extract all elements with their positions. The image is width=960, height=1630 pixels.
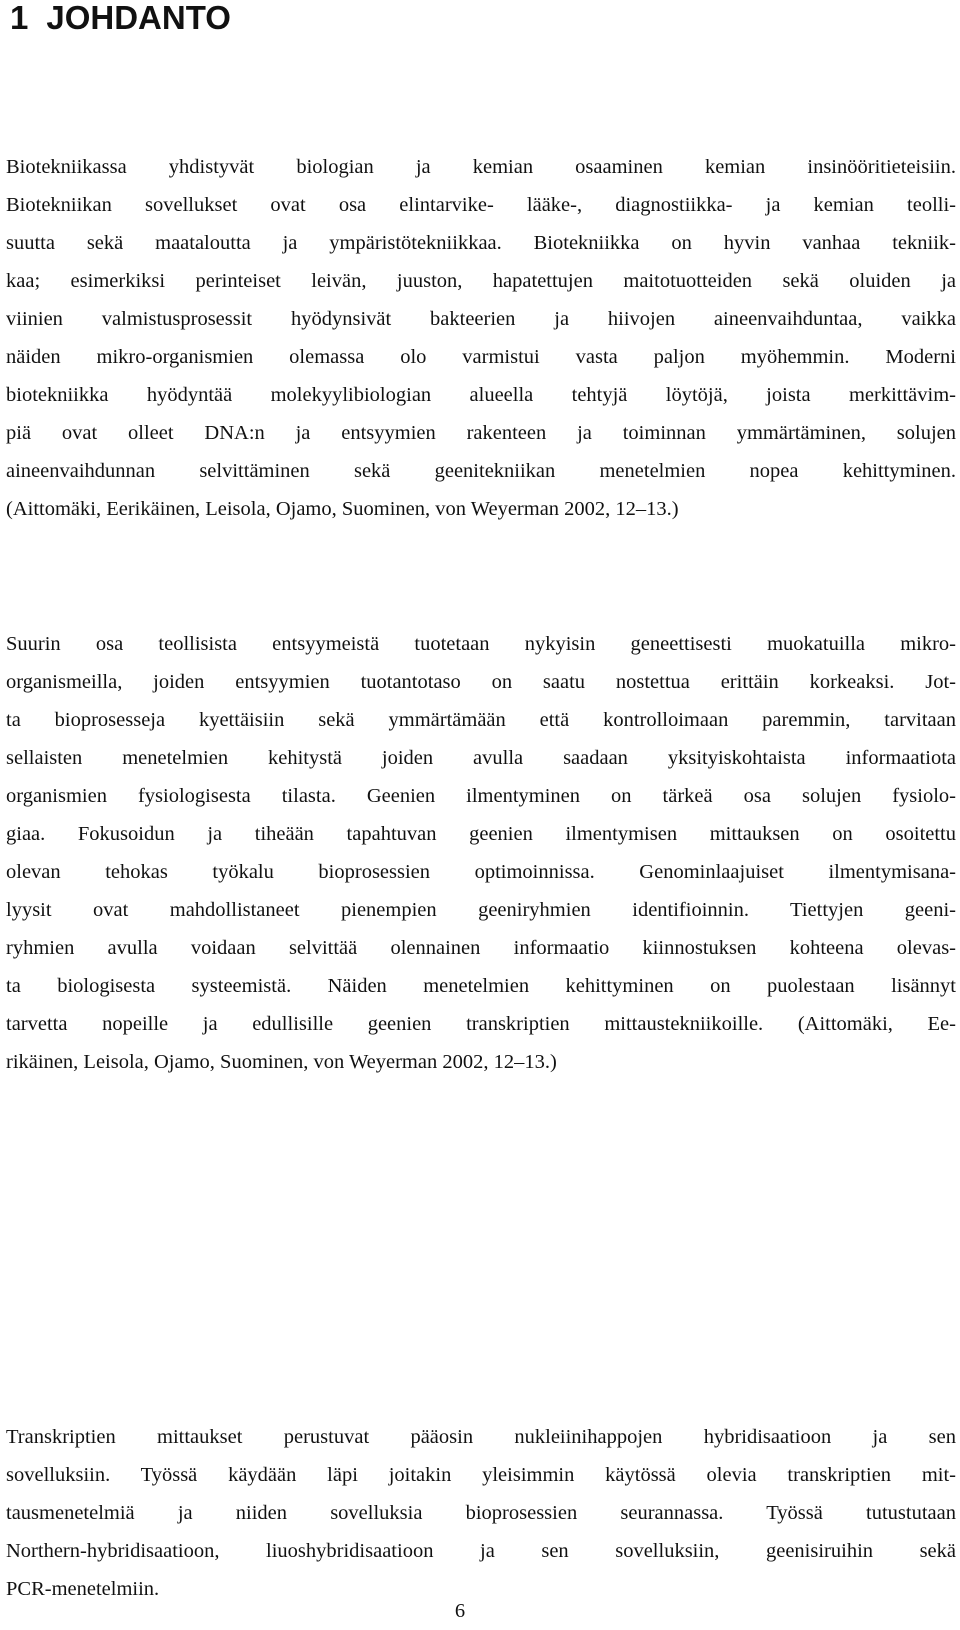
paragraph-line: giaa. Fokusoidun ja tiheään tapahtuvan geenien ilmentymisen mittauksen on osoitettu	[6, 823, 956, 845]
paragraph-line: Suurin osa teollisista entsyymeistä tuotetaan nykyisin geneettisesti muokatuilla mikro-	[6, 633, 956, 655]
paragraph-line: näiden mikro-organismien olemassa olo varmistui vasta paljon myöhemmin. Moderni	[6, 346, 956, 368]
paragraph-intro	[6, 148, 956, 528]
paragraph-line: tarvetta nopeille ja edullisille geenien transkriptien mittaustekniikoille. (Aittomäki, Ee-	[6, 1013, 956, 1035]
paragraph-line: biotekniikka hyödyntää molekyylibiologian alueella tehtyjä löytöjä, joista merkittävim-	[6, 384, 956, 406]
paragraph-scope	[6, 1418, 956, 1608]
page-number: 6	[454, 1600, 466, 1622]
paragraph-line: Northern-hybridisaatioon, liuoshybridisaatioon ja sen sovelluksiin, geenisiruihin sekä	[6, 1540, 956, 1562]
chapter-number: 1	[10, 0, 29, 36]
paragraph-line: organismien fysiologisesta tilasta. Geenien ilmentyminen on tärkeä osa solujen fysiolo-	[6, 785, 956, 807]
paragraph-line: sellaisten menetelmien kehitystä joiden avulla saadaan yksityiskohtaista informaatiota	[6, 747, 956, 769]
paragraph-line: suutta sekä maataloutta ja ympäristötekniikkaa. Biotekniikka on hyvin vanhaa tekniik-	[6, 232, 956, 254]
paragraph-line: tausmenetelmiä ja niiden sovelluksia bioprosessien seurannassa. Työssä tutustutaan	[6, 1502, 956, 1524]
paragraph-line: Biotekniikan sovellukset ovat osa elintarvike- lääke-, diagnostiikka- ja kemian teolli-	[6, 194, 956, 216]
paragraph-line: Biotekniikassa yhdistyvät biologian ja kemian osaaminen kemian insinööritieteisiin.	[6, 156, 956, 178]
paragraph-line: PCR-menetelmiin.	[6, 1578, 160, 1600]
paragraph-line: aineenvaihdunnan selvittäminen sekä geenitekniikan menetelmien nopea kehittyminen.	[6, 460, 956, 482]
paragraph-line: Transkriptien mittaukset perustuvat pääosin nukleiinihappojen hybridisaatioon ja sen	[6, 1426, 956, 1448]
paragraph-line: ta bioprosesseja kyettäisiin sekä ymmärtämään että kontrolloimaan paremmin, tarvitaan	[6, 709, 956, 731]
paragraph-line: sovelluksiin. Työssä käydään läpi joitakin yleisimmin käytössä olevia transkriptien mit-	[6, 1464, 956, 1486]
paragraph-line: olevan tehokas työkalu bioprosessien optimoinnissa. Genominlaajuiset ilmentymisana-	[6, 861, 956, 883]
paragraph-line: ta biologisesta systeemistä. Näiden menetelmien kehittyminen on puolestaan lisännyt	[6, 975, 956, 997]
chapter-heading	[10, 0, 231, 38]
paragraph-line: organismeilla, joiden entsyymien tuotantotaso on saatu nostettua erittäin korkeaksi. Jot-	[6, 671, 956, 693]
paragraph-line: lyysit ovat mahdollistaneet pienempien geeniryhmien identifioinnin. Tiettyjen geeni-	[6, 899, 956, 921]
paragraph-line: viinien valmistusprosessit hyödynsivät bakteerien ja hiivojen aineenvaihduntaa, vaikka	[6, 308, 956, 330]
chapter-title: JOHDANTO	[46, 0, 231, 36]
paragraph-enzymes	[6, 625, 956, 1081]
paragraph-line: (Aittomäki, Eerikäinen, Leisola, Ojamo, Suominen, von Weyerman 2002, 12–13.)	[6, 498, 679, 520]
paragraph-line: rikäinen, Leisola, Ojamo, Suominen, von Weyerman 2002, 12–13.)	[6, 1051, 557, 1073]
paragraph-line: ryhmien avulla voidaan selvittää olennainen informaatio kiinnostuksen kohteena olevas-	[6, 937, 956, 959]
paragraph-line: piä ovat olleet DNA:n ja entsyymien rakenteen ja toiminnan ymmärtäminen, solujen	[6, 422, 956, 444]
paragraph-line: kaa; esimerkiksi perinteiset leivän, juuston, hapatettujen maitotuotteiden sekä oluiden ja	[6, 270, 956, 292]
